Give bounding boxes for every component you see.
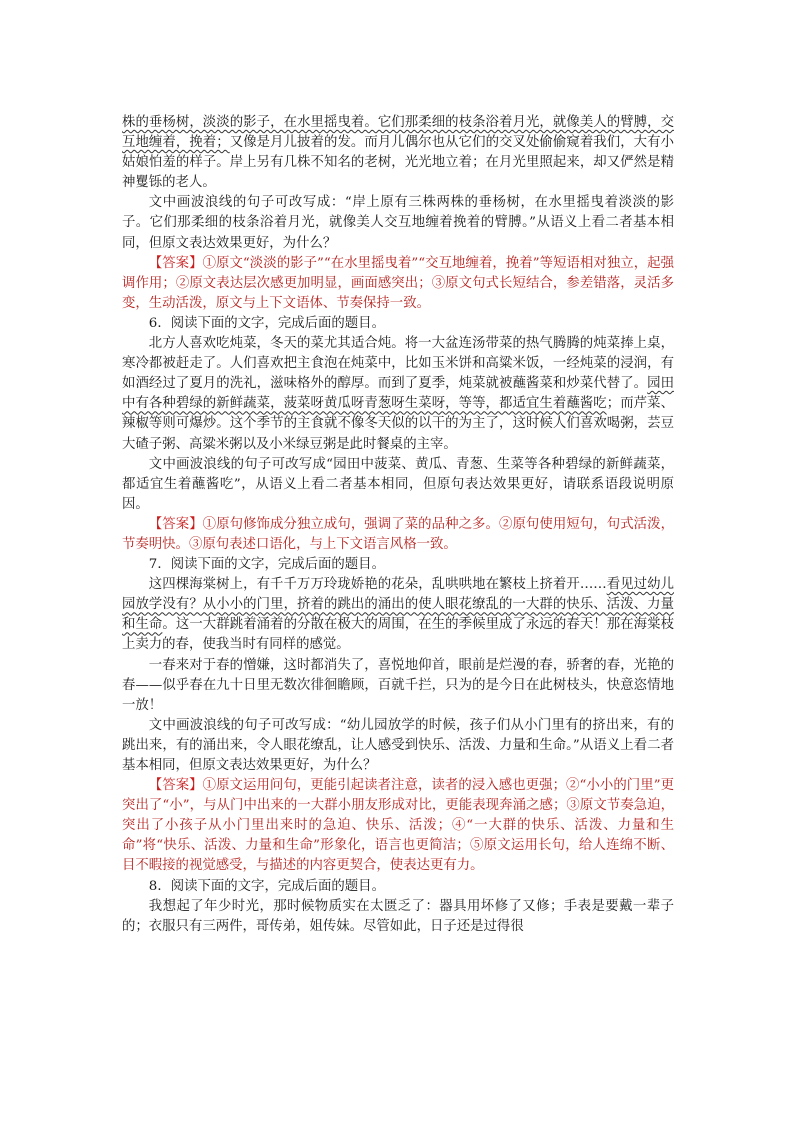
q6-passage	[122, 334, 674, 455]
q7-passage	[122, 575, 674, 655]
passage-text: 这四棵海棠树上，有千千万万玲珑娇艳的花朵，乱哄哄地在繁枝上挤着开……	[148, 577, 607, 593]
q6-heading: 6．阅读下面的文字，完成后面的题目。	[148, 315, 385, 331]
wavy-underlined-text: 园田中有各种碧绿的新鲜蔬菜，菠菜呀黄瓜呀青葱呀生菜呀，等等，都适宜生着蘸酱吃	[122, 376, 675, 412]
wavy-underlined-text: 株的垂杨树，淡淡的影子，在水里摇曳着。它们那柔细的枝条浴着月光，就像美人的臂膊，交互地缠着，挽着；	[122, 115, 674, 151]
q5-answer	[122, 254, 674, 314]
q5-passage-continuation	[122, 113, 674, 193]
q7-answer	[122, 776, 674, 876]
q7-heading: 7．阅读下面的文字，完成后面的题目。	[148, 557, 385, 573]
wavy-underlined-text: 看见过幼儿园放学没有？从小小的门里，挤着的跳出的涌出的使人眼花缭乱的一大群的快乐、活泼、力量和生命	[122, 577, 675, 633]
q7-question: 文中画波浪线的句子可改写成：“幼儿园放学的时候，孩子们从小门里有的挤出来，有的跳出来，有的涌出来，令人眼花缭乱，让人感受到快乐、活泼、力量和生命。”从语义上看二者基本相同，但原文表达效果更好，为什么？	[122, 717, 674, 773]
answer-text: ①原文运用问句，更能引起读者注意，读者的浸入感也更强；②“小小的门里”更突出了“小”，与从门中出来的一大群小朋友形成对比，更能表现奔涌之感；③原文节奏急迫，突出了小孩子从小门里出来时的急迫、快乐、活泼；④“一大群的快乐、活泼、力量和生命”将“快乐、活泼、力量和生命”形象化，语言也更简洁；⑤原文运用长句，给人连绵不断、目不暇接的视觉感受，与描述的内容更契合，使表达更有力。	[122, 778, 674, 874]
answer-label: 【答案】	[148, 255, 203, 271]
q5-question: 文中画波浪线的句子可改写成：“岸上原有三株两株的垂杨树，在水里摇曳着淡淡的影子。它们那柔细的枝条浴着月光，就像美人交互地缠着挽着的臂膊。”从语义上看二者基本相同，但原文表达效果更好，为什么？	[122, 195, 674, 251]
document-page	[122, 113, 674, 937]
q6-question: 文中画波浪线的句子可改写成“园田中菠菜、黄瓜、青葱、生菜等各种碧绿的新鲜蔬菜，都适宜生着蘸酱吃”，从语义上看二者基本相同，但原句表达效果更好，请联系语段说明原因。	[122, 456, 674, 512]
q7-passage-paragraph-2: 一春来对于春的憎嫌，这时都消失了，喜悦地仰首，眼前是烂漫的春，骄奢的春，光艳的春——似乎春在九十日里无数次徘徊瞻顾，百就千拦，只为的是今日在此树枝头，快意恣情地一放！	[122, 657, 674, 713]
answer-text: ①原文“淡淡的影子”“在水里摇曳着”“交互地缠着，挽着”等短语相对独立，起强调作用；②原文表达层次感更加明显，画面感突出；③原文句式长短结合，参差错落，灵活多变，生动活泼，原文与上下文语体、节奏保持一致。	[122, 255, 675, 311]
answer-label: 【答案】	[148, 778, 203, 794]
q8-heading: 8．阅读下面的文字，完成后面的题目。	[148, 878, 385, 894]
answer-text: ①原句修饰成分独立成句，强调了菜的品种之多。②原句使用短句，句式活泼，节奏明快。③原句表述口语化，与上下文语言风格一致。	[122, 516, 674, 552]
passage-text: ；而芹菜、辣椒等则可爆炒。这个季节的主食就不像冬天似的以干的为主了，这时候人们喜欢喝粥，芸豆大碴子粥、高粱米粥以及小米绿豆粥是此时餐桌的主宰。	[122, 396, 675, 452]
passage-text: 。这一大群跳着涌着的分散在极大的周围，在生的季候里成了永远的春天！那在海棠枝上卖力的春，使我当时有同样的感觉。	[122, 617, 675, 653]
q6-answer	[122, 515, 674, 555]
q8-passage: 我想起了年少时光，那时候物质实在太匮乏了：器具用坏修了又修；手表是要戴一辈子的；衣服只有三两件，哥传弟，姐传妹。尽管如此，日子还是过得很	[122, 898, 674, 934]
passage-text: 北方人喜欢吃炖菜，冬天的菜尤其适合炖。将一大盆连汤带菜的热气腾腾的炖菜捧上桌，寒冷都被赶走了。人们喜欢把主食泡在炖菜中，比如玉米饼和高粱米饭，一经炖菜的浸润，有如酒经过了夏月的洗礼，滋味格外的醇厚。而到了夏季，炖菜就被蘸酱菜和炒菜代替了。	[122, 336, 674, 392]
passage-text: 又像是月儿披着的发。而月儿偶尔也从它们的交叉处偷偷窥着我们，大有小姑娘怕羞的样子。岸上另有几株不知名的老树，光光地立着；在月光里照起来，却又俨然是精神矍铄的老人。	[122, 135, 675, 191]
answer-label: 【答案】	[148, 516, 203, 532]
